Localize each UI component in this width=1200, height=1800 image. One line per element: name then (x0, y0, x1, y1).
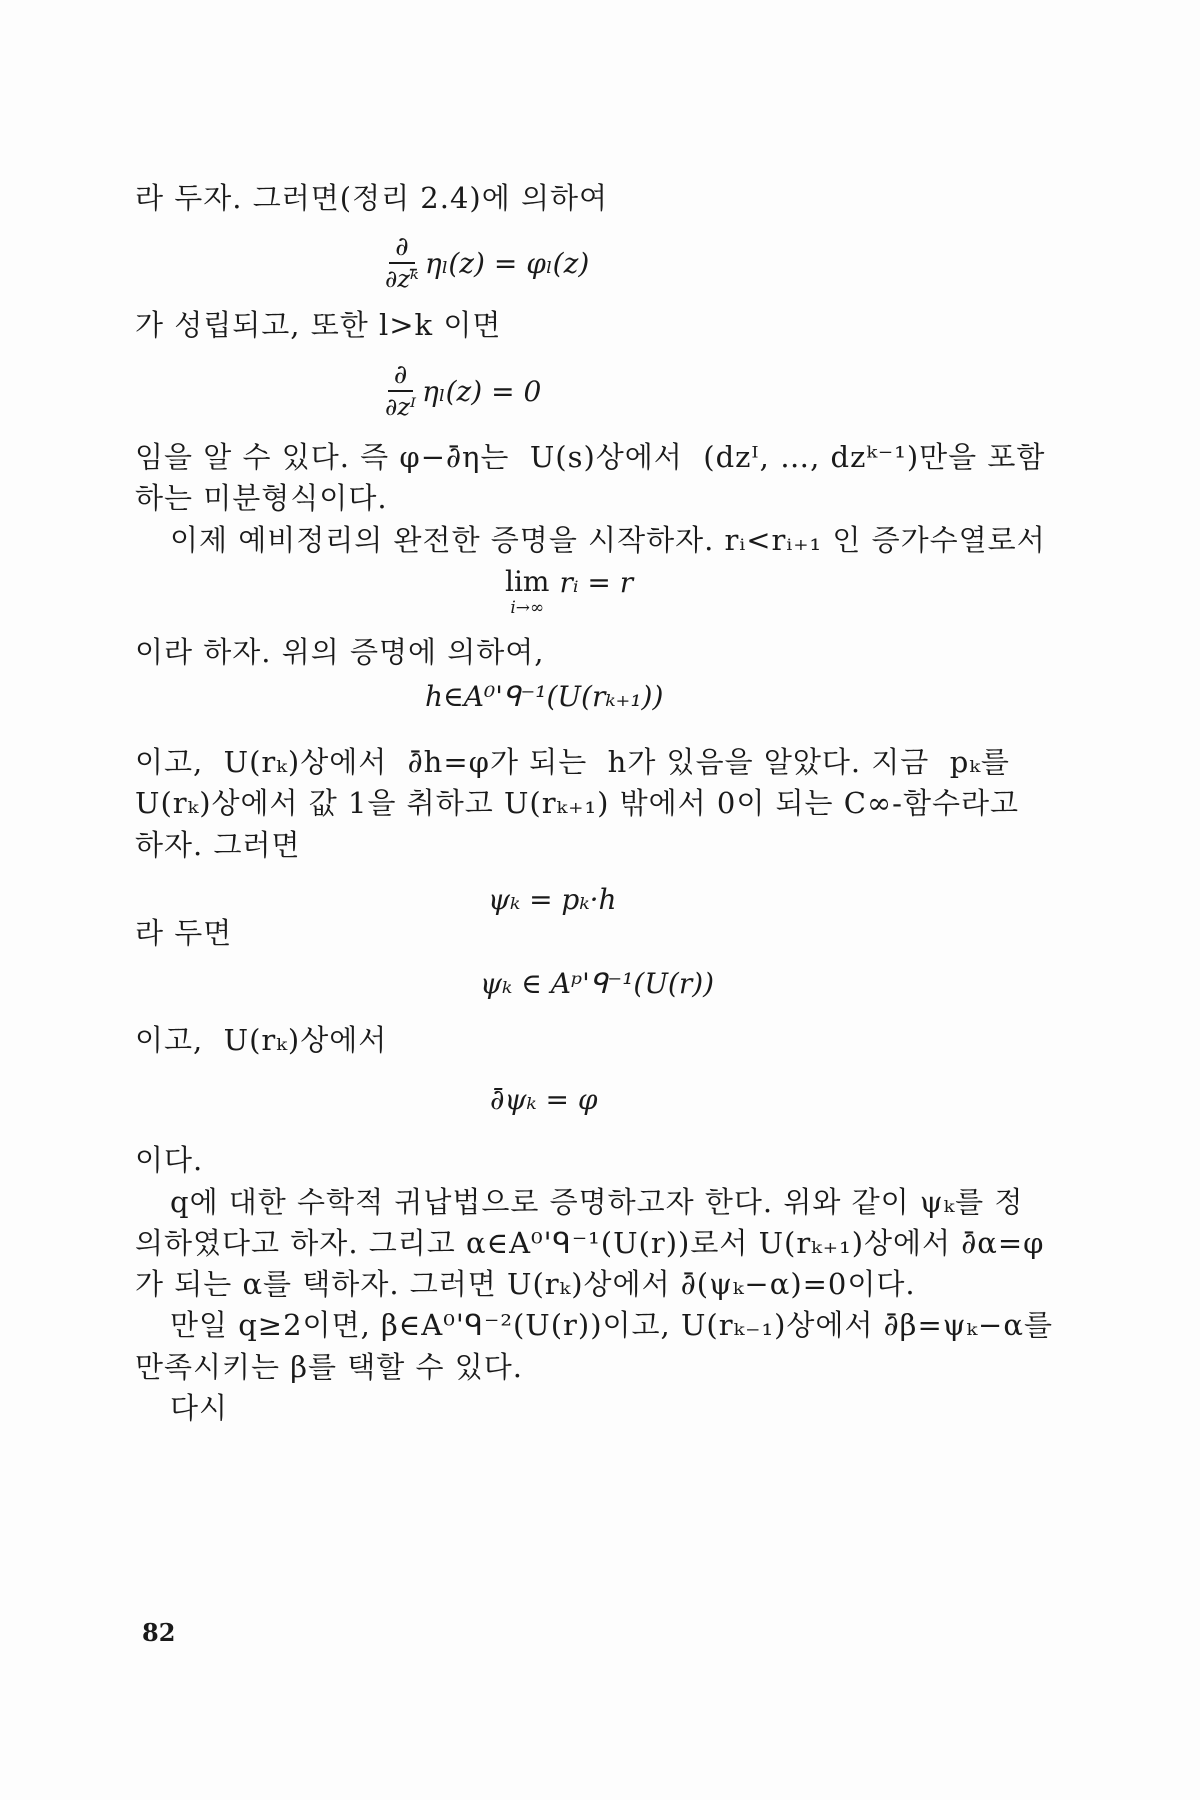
equation-4: h∈A⁰'ᑫ⁻¹(U(rₖ₊₁)) (425, 680, 664, 713)
equation-7: ∂̄ψₖ = φ (490, 1083, 598, 1116)
text-line-3: 임을 알 수 있다. 즉 φ−∂̄η는 U(s)상에서 (dzᴵ, …, dzᵏ⁻¹)만을 포함 (135, 440, 1046, 474)
limit-subscript: i→∞ (510, 598, 545, 618)
equation-body: rᵢ = r (559, 566, 634, 599)
equation-5: ψₖ = pₖ·h (488, 883, 617, 916)
text-line-10: 라 두면 (135, 916, 233, 950)
equation-6: ψₖ ∈ Aᵖ'ᑫ⁻¹(U(r)) (480, 967, 715, 1000)
equation-1 (385, 232, 589, 294)
equation-2 (385, 360, 541, 422)
equation-body: ηₗ(z) = φₗ(z) (424, 246, 590, 280)
fraction-denominator: ∂zᴵ (385, 393, 417, 421)
text-line-8: U(rₖ)상에서 값 1을 취하고 U(rₖ₊₁) 밖에서 0이 되는 C∞-함수라고 (135, 786, 1019, 820)
equation-3 (505, 566, 633, 618)
equation-body: ηₗ(z) = 0 (422, 374, 542, 408)
text-line-12: 이다. (135, 1143, 204, 1177)
text-line-1: 라 두자. 그러면(정리 2.4)에 의하여 (135, 181, 609, 215)
page-number: 82 (142, 1618, 176, 1647)
text-line-2: 가 성립되고, 또한 l>k 이면 (135, 308, 502, 342)
text-line-6: 이라 하자. 위의 증명에 의하여, (135, 635, 545, 669)
text-line-4: 하는 미분형식이다. (135, 481, 388, 515)
text-line-7: 이고, U(rₖ)상에서 ∂̄h=φ가 되는 h가 있음을 알았다. 지금 pₖ를 (135, 745, 1010, 779)
text-line-9: 하자. 그러면 (135, 828, 301, 862)
fraction-numerator: ∂ (388, 360, 413, 392)
fraction-denominator: ∂zᵏ̄ (385, 265, 419, 293)
limit-word: lim (505, 565, 550, 598)
text-line-17: 만족시키는 β를 택할 수 있다. (135, 1350, 524, 1384)
text-line-16: 만일 q≥2이면, β∈A⁰'ᑫ⁻²(U(r))이고, U(rₖ₋₁)상에서 ∂̄β=ψₖ−α를 (170, 1308, 1053, 1342)
fraction (385, 360, 416, 422)
limit-operator (505, 566, 549, 618)
text-line-13: q에 대한 수학적 귀납법으로 증명하고자 한다. 위와 같이 ψₖ를 정 (170, 1185, 1024, 1219)
text-line-18: 다시 (170, 1391, 229, 1425)
fraction (385, 232, 419, 294)
text-line-11: 이고, U(rₖ)상에서 (135, 1023, 388, 1057)
text-line-14: 의하였다고 하자. 그리고 α∈A⁰'ᑫ⁻¹(U(r))로서 U(rₖ₊₁)상에서 ∂̄α=φ (135, 1226, 1045, 1260)
text-line-5: 이제 예비정리의 완전한 증명을 시작하자. rᵢ<rᵢ₊₁ 인 증가수열로서 (170, 523, 1046, 557)
text-line-15: 가 되는 α를 택하자. 그러면 U(rₖ)상에서 ∂̄(ψₖ−α)=0이다. (135, 1267, 916, 1301)
fraction-numerator: ∂ (389, 232, 414, 264)
